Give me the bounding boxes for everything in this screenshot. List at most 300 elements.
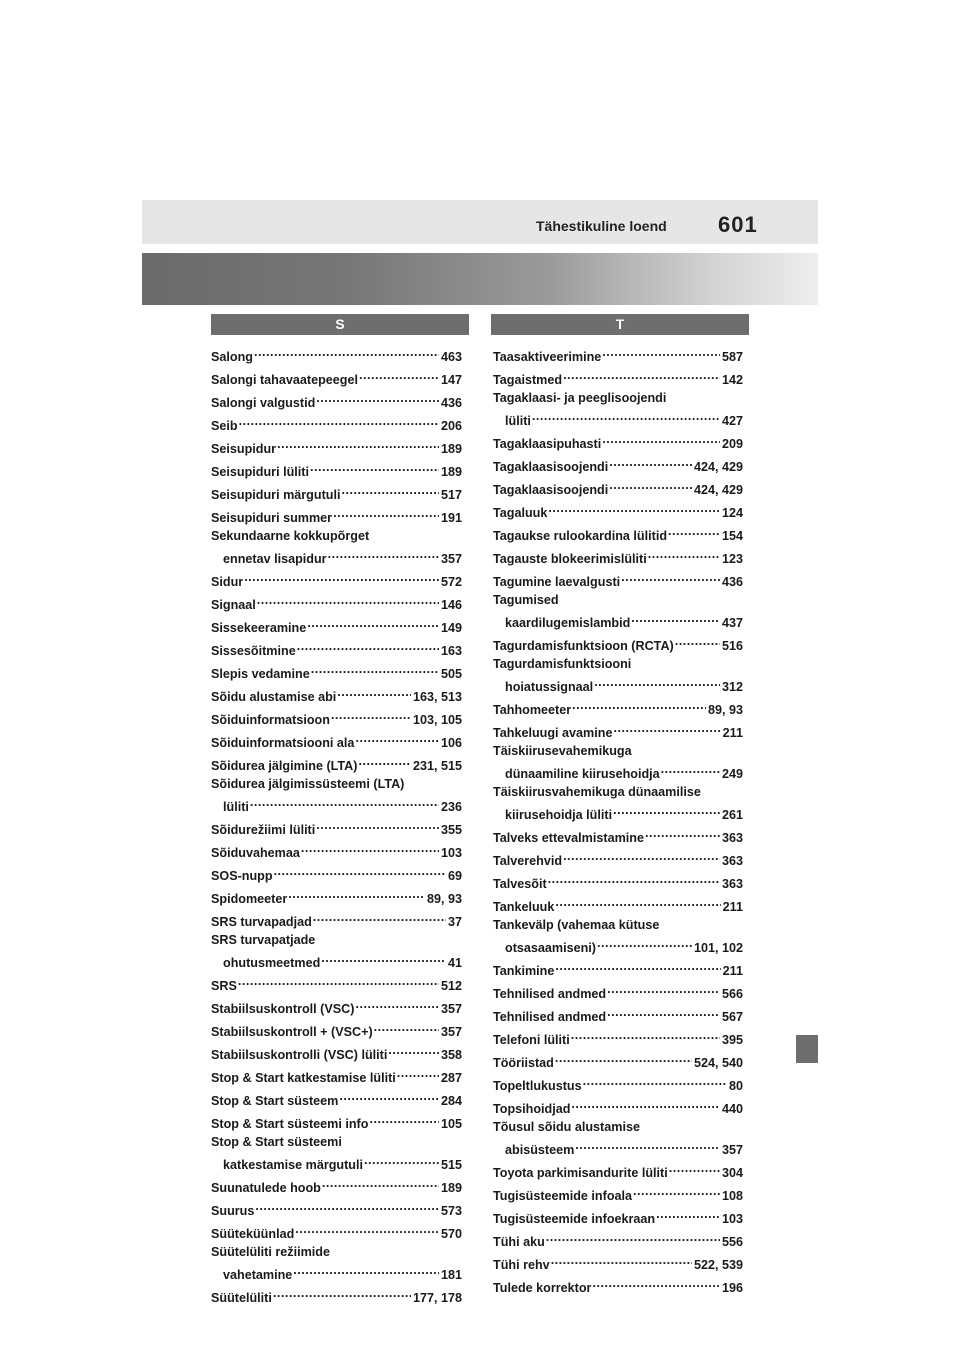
- index-entry-term: Tühi aku: [493, 1235, 545, 1249]
- dot-leader: [363, 1151, 439, 1169]
- index-entry-term: Tankimine: [493, 964, 555, 978]
- index-entry-line: [211, 1087, 462, 1110]
- index-entry-pages: 440: [721, 1102, 743, 1116]
- index-entry-line: [211, 389, 462, 412]
- dot-leader: [273, 862, 446, 880]
- index-entry-term: Sõidurežiimi lüliti: [211, 823, 316, 837]
- index-entry: [493, 655, 743, 696]
- index-entry-pages: 517: [440, 488, 462, 502]
- index-entry-term: Spidomeeter: [211, 892, 288, 906]
- index-entry-pages: 357: [440, 1002, 462, 1016]
- index-entry: [211, 816, 462, 839]
- index-entry: [211, 683, 462, 706]
- index-entry: [493, 1049, 743, 1072]
- index-entry-line: [493, 1095, 743, 1118]
- index-entry: [493, 343, 743, 366]
- index-entry-pages: 512: [440, 979, 462, 993]
- index-entry-term: Sõidu alustamise abi: [211, 690, 337, 704]
- index-entry-pages: 106: [440, 736, 462, 750]
- dot-leader: [254, 1197, 439, 1215]
- dot-leader: [606, 980, 720, 998]
- index-entry: [493, 591, 743, 632]
- index-entry-term: Toyota parkimisandurite lüliti: [493, 1166, 668, 1180]
- dot-leader: [292, 1261, 439, 1279]
- index-entry-line: [493, 1026, 743, 1049]
- index-entry-pages: 89, 93: [426, 892, 462, 906]
- index-entry: [211, 1087, 462, 1110]
- index-entry: [211, 481, 462, 504]
- index-entry-pages: 427: [721, 414, 743, 428]
- dot-leader: [632, 1182, 720, 1200]
- dot-leader: [596, 934, 692, 952]
- index-entry-line: [493, 1274, 743, 1297]
- index-entry-pages: 363: [721, 877, 743, 891]
- index-entry-pages: 37: [447, 915, 462, 929]
- index-entry-pages: 211: [722, 726, 743, 740]
- dot-leader: [312, 908, 446, 926]
- index-entry-line: [493, 366, 743, 389]
- index-entry-pages: 570: [440, 1227, 462, 1241]
- index-entry: [493, 783, 743, 824]
- dot-leader: [620, 568, 720, 586]
- dot-leader: [554, 957, 720, 975]
- index-entry-term: Tagaistmed: [493, 373, 563, 387]
- index-entry-line: [211, 1261, 462, 1284]
- dot-leader: [340, 481, 439, 499]
- index-entry-pages: 108: [721, 1189, 743, 1203]
- index-entry-pages: 249: [721, 767, 743, 781]
- section-header-s: S: [211, 314, 469, 335]
- index-entry: [493, 1072, 743, 1095]
- dot-leader: [306, 614, 439, 632]
- index-entry-heading: Sekundaarne kokkupõrget: [211, 529, 370, 543]
- index-entry-term: Salong: [211, 350, 253, 364]
- index-entry: [493, 1274, 743, 1297]
- index-entry: [493, 1118, 743, 1159]
- index-entry-pages: 105: [440, 1117, 462, 1131]
- index-entry: [211, 504, 462, 527]
- dot-leader: [591, 1274, 720, 1292]
- index-entry-term: Stabiilsuskontrolli (VSC) lüliti: [211, 1048, 388, 1062]
- index-entry: [211, 591, 462, 614]
- dot-leader: [354, 729, 439, 747]
- index-entry-term: Tugisüsteemide infoekraan: [493, 1212, 656, 1226]
- dot-leader: [373, 1018, 439, 1036]
- index-entry: [211, 1018, 462, 1041]
- index-entry-heading: Tagaklaasi- ja peeglisoojendi: [493, 391, 667, 405]
- index-entry-term: Stop & Start süsteem: [211, 1094, 339, 1108]
- index-entry-term: kiirusehoidja lüliti: [505, 808, 613, 822]
- index-entry-term: katkestamise märgutuli: [223, 1158, 363, 1172]
- index-entry-heading: Süütelüliti režiimide: [211, 1245, 330, 1259]
- index-entry-line: [493, 870, 743, 893]
- index-entry: [211, 1133, 462, 1174]
- index-entry-pages: 436: [721, 575, 743, 589]
- index-entry: [211, 389, 462, 412]
- index-entry-pages: 358: [440, 1048, 462, 1062]
- index-entry-term: Tagaukse rulookardina lülitid: [493, 529, 668, 543]
- index-entry: [211, 1243, 462, 1284]
- index-entry: [211, 995, 462, 1018]
- index-entry-line: [211, 660, 462, 683]
- index-entry: [493, 824, 743, 847]
- index-entry-pages: 587: [721, 350, 743, 364]
- index-entry-line: [211, 545, 462, 568]
- index-entry-pages: 363: [721, 831, 743, 845]
- index-entry: [493, 1026, 743, 1049]
- index-entry-pages: 424, 429: [693, 483, 743, 497]
- index-entry-pages: 566: [721, 987, 743, 1001]
- index-entry: [493, 545, 743, 568]
- index-entry-pages: 515: [440, 1158, 462, 1172]
- index-entry: [493, 847, 743, 870]
- dot-leader: [237, 972, 439, 990]
- index-entry-pages: 312: [721, 680, 743, 694]
- index-entry: [493, 1159, 743, 1182]
- index-entry-heading: Tagurdamisfunktsiooni: [493, 657, 632, 671]
- index-entry-pages: 189: [440, 465, 462, 479]
- index-entry-line: [211, 683, 462, 706]
- dot-leader: [358, 366, 439, 384]
- index-entry-heading: Tankevälp (vahemaa kütuse: [493, 918, 660, 932]
- index-entry: [211, 908, 462, 931]
- index-entry-line: [493, 673, 743, 696]
- page-number: 601: [718, 212, 758, 237]
- index-entry-line: [493, 522, 743, 545]
- index-entry-term: Salongi valgustid: [211, 396, 316, 410]
- index-entry-heading: Täiskiirusvahemikuga dünaamilise: [493, 785, 701, 799]
- index-entry-term: Seib: [211, 419, 238, 433]
- index-entry-pages: 522, 539: [693, 1258, 743, 1272]
- index-entry: [211, 1064, 462, 1087]
- index-entry-pages: 80: [728, 1079, 743, 1093]
- index-entry-line: [211, 458, 462, 481]
- index-entry: [493, 893, 743, 916]
- dot-leader: [300, 839, 439, 857]
- index-entry-line: [493, 1251, 743, 1274]
- index-entry-line: [493, 847, 743, 870]
- index-entry-pages: 123: [721, 552, 743, 566]
- index-entry-line: [493, 343, 743, 366]
- index-entry-term: Talverehvid: [493, 854, 563, 868]
- index-entry-pages: 149: [440, 621, 462, 635]
- index-entry: [493, 632, 743, 655]
- index-entry: [493, 696, 743, 719]
- dot-leader: [256, 591, 439, 609]
- index-entry-line: [493, 1136, 743, 1159]
- index-entry-line: [493, 430, 743, 453]
- index-entry-term: Salongi tahavaatepeegel: [211, 373, 358, 387]
- index-entry-term: Suurus: [211, 1204, 255, 1218]
- index-entry-pages: 147: [440, 373, 462, 387]
- index-entry: [493, 1095, 743, 1118]
- index-entry-pages: 163, 513: [412, 690, 462, 704]
- index-entry-line: [493, 1159, 743, 1182]
- index-entry-line: [493, 760, 743, 783]
- index-entry-heading: Tõusul sõidu alustamise: [493, 1120, 640, 1134]
- gradient-banner: [142, 253, 818, 305]
- index-entry: [493, 980, 743, 1003]
- index-entry-pages: 363: [721, 854, 743, 868]
- dot-leader: [330, 706, 411, 724]
- index-entry: [211, 527, 462, 568]
- index-entry-pages: 142: [721, 373, 743, 387]
- index-entry: [493, 1003, 743, 1026]
- dot-leader: [547, 499, 720, 517]
- dot-leader: [327, 545, 439, 563]
- index-entry-term: Suunatulede hoob: [211, 1181, 321, 1195]
- dot-leader: [647, 545, 720, 563]
- index-entry-line: [211, 752, 462, 775]
- index-entry: [493, 430, 743, 453]
- dot-leader: [336, 683, 411, 701]
- index-entry-term: ohutusmeetmed: [223, 956, 321, 970]
- index-entry-pages: 206: [440, 419, 462, 433]
- index-entry-term: Tankeluuk: [493, 900, 555, 914]
- index-entry-line: [493, 957, 743, 980]
- index-entry-term: Sõiduvahemaa: [211, 846, 300, 860]
- index-column-s: [211, 343, 462, 1307]
- dot-leader: [644, 824, 720, 842]
- index-entry-term: Sissekeeramine: [211, 621, 307, 635]
- index-entry-term: Stabiilsuskontroll + (VSC+): [211, 1025, 373, 1039]
- index-entry-line: [493, 934, 743, 957]
- dot-leader: [276, 435, 439, 453]
- index-entry-term: Tehnilised andmed: [493, 1010, 607, 1024]
- index-entry-pages: 357: [440, 552, 462, 566]
- index-entry: [211, 885, 462, 908]
- index-entry-line: [211, 1197, 462, 1220]
- index-entry: [211, 706, 462, 729]
- dot-leader: [338, 1087, 439, 1105]
- index-entry-pages: 146: [440, 598, 462, 612]
- index-entry-line: [493, 719, 743, 742]
- index-entry-line: [493, 801, 743, 824]
- index-entry: [493, 366, 743, 389]
- index-entry: [211, 660, 462, 683]
- index-entry-line: [493, 893, 743, 916]
- index-entry-term: Topeltlukustus: [493, 1079, 582, 1093]
- index-entry-line: [211, 885, 462, 908]
- dot-leader: [574, 1136, 720, 1154]
- index-entry-line: [211, 1220, 462, 1243]
- dot-leader: [554, 893, 720, 911]
- index-entry-line: [493, 453, 743, 476]
- index-entry-term: Slepis vedamine: [211, 667, 310, 681]
- index-entry-line: [211, 729, 462, 752]
- index-entry-pages: 124: [721, 506, 743, 520]
- index-entry-term: Taasaktiveerimine: [493, 350, 602, 364]
- dot-leader: [655, 1205, 720, 1223]
- dot-leader: [309, 458, 439, 476]
- dot-leader: [562, 366, 720, 384]
- index-entry: [211, 458, 462, 481]
- index-entry-line: [211, 614, 462, 637]
- dot-leader: [354, 995, 439, 1013]
- index-entry-line: [211, 706, 462, 729]
- dot-leader: [243, 568, 439, 586]
- dot-leader: [608, 476, 692, 494]
- index-entry-term: lüliti: [223, 800, 249, 814]
- index-entry-line: [493, 1228, 743, 1251]
- dot-leader: [294, 1220, 439, 1238]
- index-entry: [493, 568, 743, 591]
- index-entry-term: Tagaklaasipuhasti: [493, 437, 602, 451]
- index-entry: [493, 1228, 743, 1251]
- dot-leader: [321, 1174, 439, 1192]
- header-bar: [142, 200, 818, 244]
- index-entry: [493, 453, 743, 476]
- dot-leader: [570, 1026, 720, 1044]
- running-header-title: Tähestikuline loend: [536, 218, 667, 234]
- index-entry-term: ennetav lisapidur: [223, 552, 327, 566]
- index-entry-line: [211, 995, 462, 1018]
- dot-leader: [368, 1110, 439, 1128]
- index-entry-pages: 284: [440, 1094, 462, 1108]
- index-entry-pages: 69: [447, 869, 462, 883]
- index-entry-term: Tugisüsteemide infoala: [493, 1189, 633, 1203]
- index-entry: [211, 729, 462, 752]
- chapter-tab-marker: [796, 1035, 818, 1063]
- index-entry: [211, 1110, 462, 1133]
- index-entry-pages: 437: [721, 616, 743, 630]
- index-entry-pages: 424, 429: [693, 460, 743, 474]
- index-entry: [211, 1041, 462, 1064]
- index-entry-pages: 436: [440, 396, 462, 410]
- index-entry: [211, 343, 462, 366]
- index-entry-line: [211, 591, 462, 614]
- dot-leader: [667, 522, 720, 540]
- index-entry-pages: 572: [440, 575, 462, 589]
- index-entry-term: SOS-nupp: [211, 869, 273, 883]
- dot-leader: [287, 885, 425, 903]
- dot-leader: [593, 673, 720, 691]
- index-entry-heading: Täiskiirusevahemikuga: [493, 744, 632, 758]
- index-entry-line: [211, 972, 462, 995]
- index-entry-term: Tagumine laevalgusti: [493, 575, 621, 589]
- index-entry-pages: 177, 178: [412, 1291, 462, 1305]
- dot-leader: [612, 719, 720, 737]
- index-entry-term: Tühi rehv: [493, 1258, 550, 1272]
- index-entry: [493, 742, 743, 783]
- index-entry: [493, 389, 743, 430]
- index-entry-line: [211, 908, 462, 931]
- dot-leader: [272, 1284, 411, 1302]
- index-entry-line: [493, 1003, 743, 1026]
- index-entry-line: [493, 568, 743, 591]
- index-entry-pages: 103, 105: [412, 713, 462, 727]
- index-entry-line: [493, 1072, 743, 1095]
- dot-leader: [315, 389, 439, 407]
- index-entry-pages: 516: [721, 639, 743, 653]
- index-entry-term: Tahkeluugi avamine: [493, 726, 613, 740]
- index-entry-heading: Stop & Start süsteemi: [211, 1135, 342, 1149]
- index-entry-pages: 196: [721, 1281, 743, 1295]
- index-entry-line: [211, 1064, 462, 1087]
- index-entry: [211, 1174, 462, 1197]
- dot-leader: [582, 1072, 727, 1090]
- index-entry-pages: 189: [440, 442, 462, 456]
- dot-leader: [238, 412, 439, 430]
- index-entry-term: dünaamiline kiirusehoidja: [505, 767, 660, 781]
- dot-leader: [601, 430, 720, 448]
- index-entry-line: [211, 949, 462, 972]
- index-entry-pages: 556: [721, 1235, 743, 1249]
- index-column-t: [493, 343, 743, 1297]
- index-entry-pages: 89, 93: [707, 703, 743, 717]
- index-entry-term: Seisupidur: [211, 442, 277, 456]
- index-entry: [493, 719, 743, 742]
- index-entry-line: [493, 1182, 743, 1205]
- index-entry: [211, 931, 462, 972]
- index-entry-pages: 103: [721, 1212, 743, 1226]
- index-entry-term: Telefoni lüliti: [493, 1033, 570, 1047]
- dot-leader: [608, 453, 692, 471]
- dot-leader: [545, 1228, 720, 1246]
- index-entry-line: [211, 343, 462, 366]
- dot-leader: [531, 407, 720, 425]
- dot-leader: [332, 504, 439, 522]
- index-entry-pages: 101, 102: [693, 941, 743, 955]
- index-entry-term: lüliti: [505, 414, 531, 428]
- index-entry-pages: 231, 515: [412, 759, 462, 773]
- index-entry-line: [211, 481, 462, 504]
- index-entry-pages: 211: [722, 900, 743, 914]
- dot-leader: [601, 343, 720, 361]
- index-entry: [211, 775, 462, 816]
- index-entry: [493, 957, 743, 980]
- index-entry-pages: 211: [722, 964, 743, 978]
- index-entry-term: Tulede korrektor: [493, 1281, 592, 1295]
- index-entry-heading: Sõidurea jälgimissüsteemi (LTA): [211, 777, 405, 791]
- index-entry: [211, 412, 462, 435]
- dot-leader: [612, 801, 720, 819]
- dot-leader: [387, 1041, 439, 1059]
- index-entry-term: Tagaluuk: [493, 506, 548, 520]
- index-entry-line: [493, 1205, 743, 1228]
- dot-leader: [249, 793, 439, 811]
- index-entry-term: Stabiilsuskontroll (VSC): [211, 1002, 355, 1016]
- index-entry-line: [211, 1041, 462, 1064]
- index-entry-pages: 261: [721, 808, 743, 822]
- index-entry-pages: 209: [721, 437, 743, 451]
- dot-leader: [606, 1003, 720, 1021]
- index-entry-term: Sidur: [211, 575, 244, 589]
- index-entry: [211, 972, 462, 995]
- index-entry-term: Topsihoidjad: [493, 1102, 571, 1116]
- index-entry-term: Tagaklaasisoojendi: [493, 483, 609, 497]
- index-entry: [211, 435, 462, 458]
- index-entry-pages: 154: [721, 529, 743, 543]
- index-entry-line: [211, 816, 462, 839]
- index-entry-term: vahetamine: [223, 1268, 293, 1282]
- index-entry-line: [211, 839, 462, 862]
- index-entry: [211, 839, 462, 862]
- index-entry-line: [211, 793, 462, 816]
- index-entry: [493, 1182, 743, 1205]
- index-entry-term: Süüteküünlad: [211, 1227, 295, 1241]
- index-entry-line: [493, 407, 743, 430]
- index-entry-term: Stop & Start süsteemi info: [211, 1117, 369, 1131]
- index-entry-line: [211, 568, 462, 591]
- index-entry-line: [211, 637, 462, 660]
- dot-leader: [660, 760, 720, 778]
- index-entry-pages: 395: [721, 1033, 743, 1047]
- index-entry-term: Signaal: [211, 598, 256, 612]
- index-entry-line: [493, 476, 743, 499]
- index-entry: [211, 568, 462, 591]
- index-entry-line: [211, 435, 462, 458]
